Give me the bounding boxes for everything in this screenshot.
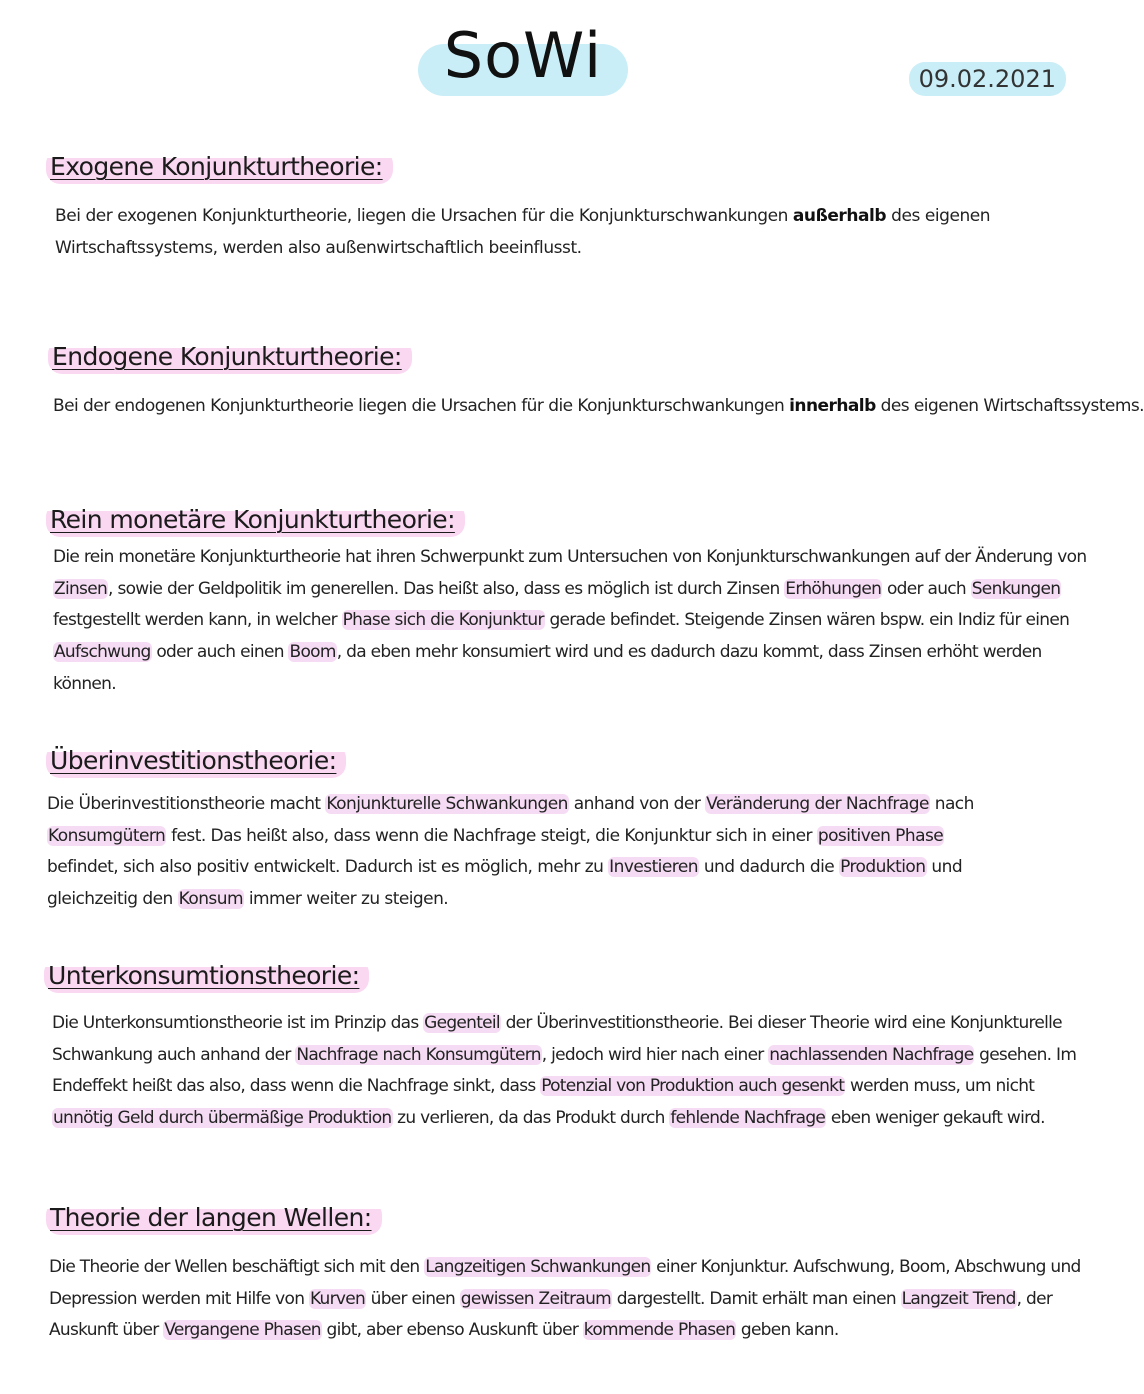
highlighted-text: Zinsen [54, 578, 108, 599]
bold-text: innerhalb [789, 396, 876, 416]
text-run: immer weiter zu steigen. [243, 889, 449, 910]
highlighted-text: Konsumgütern [48, 825, 166, 846]
section-body-unterkonsumtion [52, 1008, 1076, 1135]
text-line [47, 821, 974, 853]
text-run: Die Theorie der Wellen beschäftigt sich mit den [49, 1257, 425, 1277]
text-run: geben kann. [736, 1320, 839, 1341]
text-run: gesehen. Im [974, 1044, 1077, 1065]
text-run: dargestellt. Damit erhält man einen [612, 1288, 901, 1309]
text-line [47, 789, 974, 821]
text-line [49, 1315, 1081, 1347]
text-run: des eigenen [886, 206, 991, 226]
title-block [418, 14, 628, 98]
text-line [55, 233, 990, 265]
highlighted-text: kommende Phasen [583, 1320, 736, 1341]
text-run: werden muss, um nicht [845, 1076, 1035, 1097]
section-body-monetaer [53, 542, 1086, 701]
text-line [47, 884, 974, 916]
text-run: Bei der endogenen Konjunkturtheorie liegen die Ursachen für die Konjunkturschwankungen [53, 396, 790, 416]
text-run: oder auch [882, 578, 971, 599]
text-run: gibt, aber ebenso Auskunft über [321, 1320, 583, 1341]
section-heading-unterkonsumtion: Unterkonsumtionstheorie: [44, 959, 369, 993]
text-run: Die Überinvestitionstheorie macht [47, 794, 326, 814]
text-line [47, 852, 974, 884]
text-line [55, 201, 990, 233]
page-title: SoWi [443, 19, 603, 92]
highlighted-text: Kurven [309, 1288, 365, 1309]
section-heading-ueberinvestition: Überinvestitionstheorie: [46, 744, 346, 778]
text-line [52, 1008, 1076, 1040]
text-line [52, 1040, 1076, 1072]
text-line [53, 637, 1086, 669]
text-run: Wirtschaftssystems, werden also außenwirtschaftlich beeinflusst. [55, 237, 582, 258]
text-line [53, 669, 1086, 701]
highlighted-text: Vergangene Phasen [164, 1320, 321, 1341]
section-body-ueberinvestition [47, 789, 974, 916]
text-line [49, 1252, 1081, 1284]
text-run: einer Konjunktur. Aufschwung, Boom, Abschwung und [651, 1257, 1081, 1277]
highlighted-text: Gegenteil [424, 1013, 500, 1033]
text-run: über einen [366, 1288, 460, 1309]
text-line [52, 1071, 1076, 1103]
text-run: Die Unterkonsumtionstheorie ist im Prinzip das [52, 1013, 424, 1033]
highlighted-text: Veränderung der Nachfrage [706, 794, 929, 814]
highlighted-text: unnötig Geld durch übermäßige Produktion [53, 1108, 392, 1129]
highlighted-text: Produktion [840, 857, 926, 878]
text-run: können. [53, 673, 116, 694]
text-run: der Überinvestitionstheorie. Bei dieser Theorie wird eine Konjunkturelle [500, 1013, 1062, 1033]
bold-text: außerhalb [792, 206, 887, 226]
highlighted-text: Potenzial von Produktion auch gesenkt [541, 1076, 845, 1097]
section-heading-endogen: Endogene Konjunkturtheorie: [48, 340, 412, 374]
section-heading-lange-wellen: Theorie der langen Wellen: [46, 1201, 382, 1235]
text-run: und dadurch die [698, 857, 840, 878]
text-run: gerade befindet. Steigende Zinsen wären bspw. ein Indiz für einen [544, 610, 1070, 631]
text-run: Endeffekt heißt das also, dass wenn die Nachfrage sinkt, dass [52, 1076, 541, 1097]
highlighted-text: Langzeitigen Schwankungen [425, 1257, 651, 1277]
section-body-endogen [53, 391, 1144, 423]
text-run: anhand von der [568, 794, 706, 814]
text-run: des eigenen Wirtschaftssystems. [875, 396, 1144, 416]
highlighted-text: Langzeit Trend [901, 1288, 1016, 1309]
highlighted-text: Boom [289, 642, 336, 663]
text-run: Bei der exogenen Konjunkturtheorie, liegen die Ursachen für die Konjunkturschwankungen [55, 206, 793, 226]
highlighted-text: Konjunkturelle Schwankungen [326, 794, 568, 814]
text-run: Schwankung auch anhand der [52, 1044, 296, 1065]
highlighted-text: Aufschwung [54, 642, 151, 663]
text-line [53, 542, 1086, 574]
highlighted-text: gewissen Zeitraum [460, 1288, 612, 1309]
text-line [52, 1103, 1076, 1135]
text-run: Die rein monetäre Konjunkturtheorie hat ihren Schwerpunkt zum Untersuchen von Konjunkturschwankungen auf der Änderung von [53, 547, 1087, 567]
text-run: Auskunft über [49, 1320, 164, 1341]
text-run: nach [929, 794, 974, 814]
highlighted-text: Konsum [178, 889, 243, 910]
highlighted-text: Investieren [609, 857, 698, 878]
text-run: zu verlieren, da das Produkt durch [392, 1108, 670, 1129]
text-line [49, 1284, 1081, 1316]
highlighted-text: nachlassenden Nachfrage [769, 1044, 974, 1065]
highlighted-text: fehlende Nachfrage [670, 1108, 826, 1129]
highlighted-text: Nachfrage nach Konsumgütern [296, 1044, 541, 1065]
section-body-exogen [55, 201, 990, 264]
highlighted-text: positiven Phase [817, 825, 944, 846]
section-heading-exogen: Exogene Konjunkturtheorie: [46, 150, 393, 184]
date-label: 09.02.2021 [909, 62, 1066, 96]
text-line [53, 605, 1086, 637]
text-run: befindet, sich also positiv entwickelt. Dadurch ist es möglich, mehr zu [47, 857, 609, 878]
section-body-lange-wellen [49, 1252, 1081, 1347]
highlighted-text: Erhöhungen [785, 578, 882, 599]
text-run: Depression werden mit Hilfe von [49, 1288, 309, 1309]
section-heading-monetaer: Rein monetäre Konjunkturtheorie: [46, 503, 465, 537]
text-run: oder auch einen [151, 642, 289, 663]
text-run: fest. Das heißt also, dass wenn die Nachfrage steigt, die Konjunktur sich in einer [166, 825, 817, 846]
text-run: , der [1016, 1288, 1053, 1309]
text-run: und [926, 857, 963, 878]
text-run: gleichzeitig den [47, 889, 178, 910]
highlighted-text: Senkungen [971, 578, 1061, 599]
highlighted-text: Phase sich die Konjunktur [342, 610, 544, 631]
text-line [53, 574, 1086, 606]
text-run: , jedoch wird hier nach einer [541, 1044, 769, 1065]
text-run: festgestellt werden kann, in welcher [53, 610, 342, 631]
text-run: eben weniger gekauft wird. [826, 1108, 1045, 1129]
text-run: , da eben mehr konsumiert wird und es dadurch dazu kommt, dass Zinsen erhöht werden [336, 642, 1042, 663]
text-line [53, 391, 1144, 423]
text-run: , sowie der Geldpolitik im generellen. Das heißt also, dass es möglich ist durch Zinsen [108, 578, 785, 599]
